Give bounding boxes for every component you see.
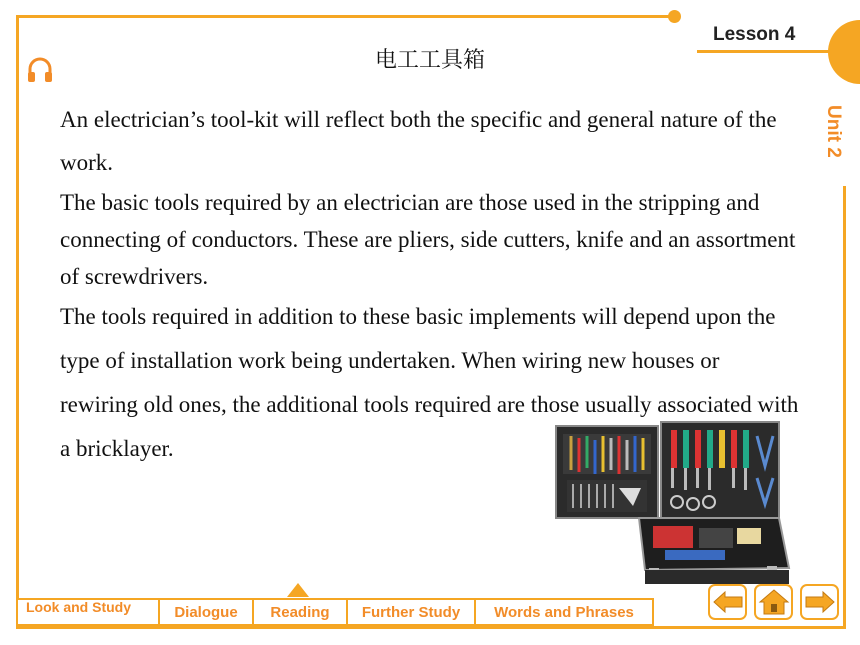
paragraph: The basic tools required by an electrician are those used in the stripping and connecting of conductors. These are pliers, side cutters, knife and an assortment of screwdrivers. — [60, 190, 796, 289]
back-arrow-icon — [712, 590, 744, 614]
frame-right-line — [843, 186, 846, 629]
reading-text — [60, 98, 800, 471]
paragraph: The tools required in addition to these basic implements will depend upon the type of installation work being undertaken. When wiring new houses or rewiring old ones, the additional tools required are those usually associated with a bricklayer. — [60, 304, 799, 461]
lesson-label: Lesson 4 — [713, 24, 796, 45]
tab-dialogue[interactable]: Dialogue — [158, 598, 254, 626]
frame-bottom-line — [16, 626, 846, 629]
tab-reading[interactable]: Reading — [252, 598, 348, 626]
home-button[interactable] — [754, 584, 793, 620]
back-button[interactable] — [708, 584, 747, 620]
page-title: 电工工具箱 — [374, 48, 485, 73]
tab-words-and-phrases[interactable]: Words and Phrases — [474, 598, 654, 626]
frame-left-line — [16, 15, 19, 629]
forward-arrow-icon — [804, 590, 836, 614]
frame-top-line — [16, 15, 674, 18]
toolkit-image — [553, 418, 791, 590]
home-icon — [758, 588, 790, 616]
forward-button[interactable] — [800, 584, 839, 620]
tab-look-and-study[interactable]: Look and Study — [16, 598, 160, 626]
unit-label: Unit 2 — [823, 105, 844, 158]
paragraph: An electrician’s tool-kit will reflect both the specific and general nature of the work. — [60, 107, 777, 175]
frame-dot — [668, 10, 681, 23]
active-tab-indicator — [287, 583, 309, 597]
tab-further-study[interactable]: Further Study — [346, 598, 476, 626]
